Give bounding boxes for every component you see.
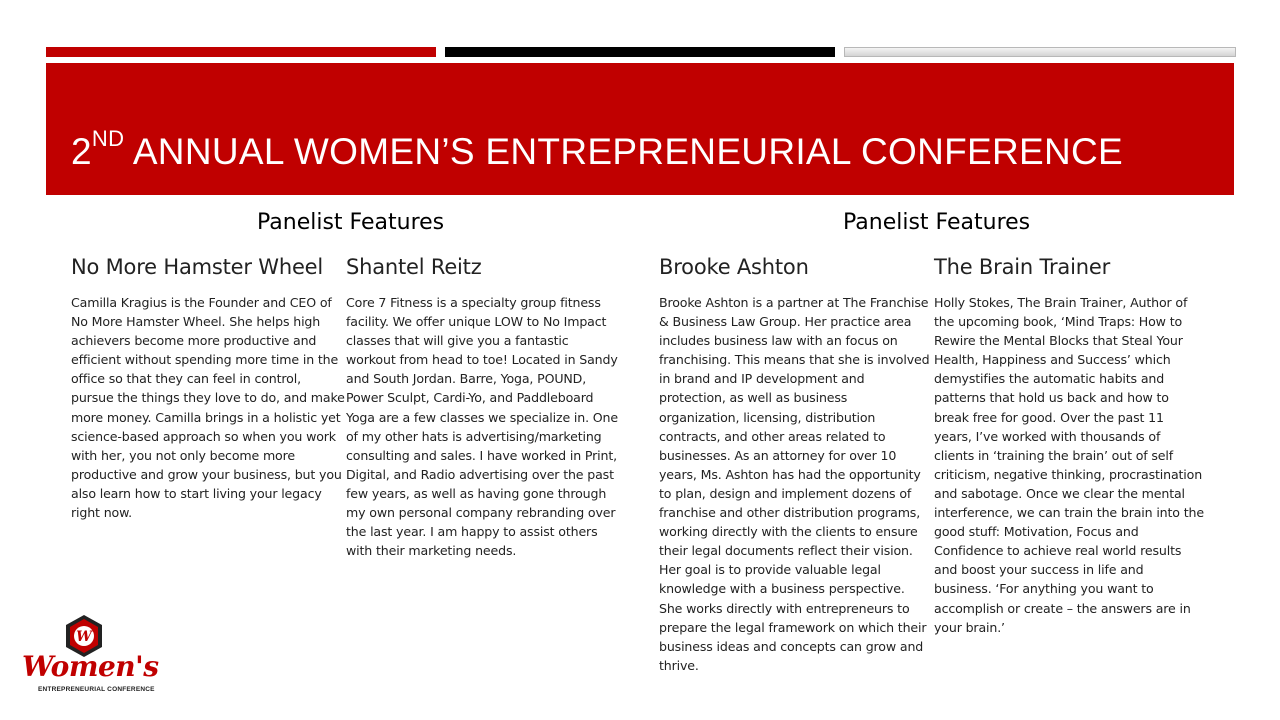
title-prefix: 2 bbox=[71, 131, 92, 172]
conference-logo bbox=[20, 614, 159, 698]
panelist-name: The Brain Trainer bbox=[934, 255, 1111, 279]
logo-subtitle: ENTREPRENEURIAL CONFERENCE bbox=[38, 686, 155, 693]
title-rest: ANNUAL WOMEN’S ENTREPRENEURIAL CONFERENCE bbox=[124, 131, 1123, 172]
accent-bar-gray bbox=[844, 47, 1236, 57]
page-title bbox=[71, 126, 1123, 173]
section-heading-right: Panelist Features bbox=[843, 210, 1031, 235]
panelist-column bbox=[71, 255, 346, 522]
section-heading-left: Panelist Features bbox=[257, 210, 445, 235]
panelist-bio: Holly Stokes, The Brain Trainer, Author of the upcoming book, ‘Mind Traps: How to Rewire the Mental Blocks that Steal Your Health, Happiness and Success’ which demystifies the automatic habits and patterns that hold us back and how to break free for good. Over the past 11 years, I’ve worked with thousands of clients in ‘training the brain’ out of self criticism, negative thinking, procrastination and sabotage. Once we clear the mental interference, we can train the brain into the good stuff: Motivation, Focus and Confidence to achieve real world results and boost your success in life and business. ‘For anything you want to accomplish or create – the answers are in your brain.’ bbox=[934, 295, 1204, 635]
accent-bar-red bbox=[46, 47, 436, 57]
panelist-bio: Brooke Ashton is a partner at The Franchise & Business Law Group. Her practice area includes business law with an focus on franchising. This means that she is involved in brand and IP development and protection, as well as business organization, licensing, distribution contracts, and other areas related to businesses. As an attorney for over 10 years, Ms. Ashton has had the opportunity to plan, design and implement dozens of franchise and other distribution programs, working directly with the clients to ensure their legal documents reflect their vision. Her goal is to provide valuable legal knowledge with a business perspective. She works directly with entrepreneurs to prepare the legal framework on which their business ideas and concepts can grow and thrive. bbox=[659, 295, 930, 673]
panelist-name: Shantel Reitz bbox=[346, 255, 482, 279]
svg-text:W: W bbox=[76, 629, 92, 645]
title-banner bbox=[46, 63, 1234, 195]
panelist-bio: Camilla Kragius is the Founder and CEO of No More Hamster Wheel. She helps high achievers become more productive and efficient without spending more time in the office so that they can feel in control, pursue the things they love to do, and make more money. Camilla brings in a holistic yet science-based approach so when you work with her, you not only become more productive and grow your business, but you also learn how to start living your legacy right now. bbox=[71, 295, 345, 521]
panelist-name: Brooke Ashton bbox=[659, 255, 809, 279]
panelist-column bbox=[659, 255, 931, 675]
panelist-column bbox=[346, 255, 621, 560]
logo-wordmark: Women's bbox=[22, 650, 159, 683]
panelist-bio: Core 7 Fitness is a specialty group fitness facility. We offer unique LOW to No Impact classes that will give you a fantastic workout from head to toe! Located in Sandy and South Jordan. Barre, Yoga, POUND, Power Sculpt, Cardi-Yo, and Paddleboard Yoga are a few classes we specialize in. One of my other hats is advertising/marketing consulting and sales. I have worked in Print, Digital, and Radio advertising over the past few years, as well as having gone through my own personal company rebranding over the last year. I am happy to assist others with their marketing needs. bbox=[346, 295, 618, 559]
panelist-name: No More Hamster Wheel bbox=[71, 255, 324, 279]
title-superscript: ND bbox=[91, 126, 125, 151]
panelist-column bbox=[934, 255, 1204, 637]
accent-bar-black bbox=[445, 47, 835, 57]
